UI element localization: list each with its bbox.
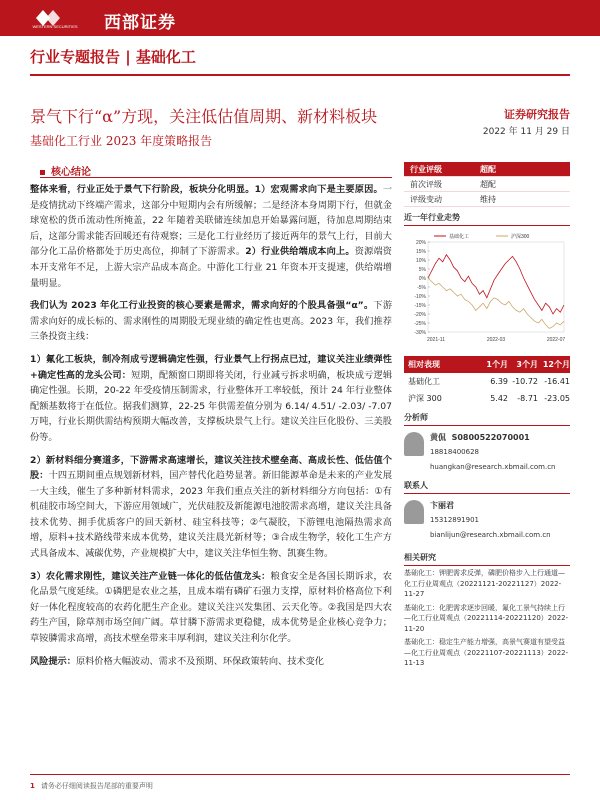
y-tick-label: -25% bbox=[414, 320, 426, 327]
header-bar bbox=[0, 0, 600, 36]
legend-label: 基础化工 bbox=[449, 234, 470, 240]
plot-frame bbox=[428, 242, 564, 332]
main-body bbox=[30, 182, 392, 676]
perf-head-12m: 12个月 bbox=[542, 360, 570, 369]
report-date: 2022 年 11 月 29 日 bbox=[482, 127, 570, 137]
perf-12m: -16.41 bbox=[544, 377, 570, 386]
p3-text: 短期，配额窗口期即将关闭，行业减亏拆求明确，板块成亏逻辑确定性强。长期，20-22 年受疫情压制需求，行业整体开工率较低，预计 24 年行业整体配额基数将于在低位。据我们测算，22-25 年供需差值分别为 6.14/ 4.51/ -2.03/ -7.07 万吨，行业长期供需结构预期大幅改善，支撑板块景气上行。建议关注巨化股份、三美股份等。 bbox=[30, 369, 393, 443]
p2-text: 下游需求向好的成长标的、需求刚性的周期股无现业绩的确定性也更高。2023 年，我们推荐三条投资主线： bbox=[30, 300, 393, 343]
rating-label: 评级变动 bbox=[410, 194, 442, 204]
perf-1m: 6.39 bbox=[490, 377, 508, 386]
y-tick-label: 15% bbox=[415, 248, 426, 255]
brand-name: 西部证券 bbox=[104, 13, 176, 33]
y-tick-label: -15% bbox=[414, 302, 426, 309]
page-number: 1 bbox=[30, 782, 35, 790]
p1-bold: 整体来看，行业正处于景气下行阶段，板块分化明显。1）宏观需求向下是主要原因。 bbox=[30, 184, 383, 195]
performance-table bbox=[404, 356, 570, 407]
y-tick-label: 0% bbox=[418, 275, 426, 282]
performance-head-row bbox=[404, 356, 570, 373]
company-logo bbox=[32, 6, 78, 30]
p1-bold2: 2）行业供给端成本向上。 bbox=[245, 246, 355, 258]
square-icon bbox=[40, 170, 45, 175]
y-tick-label: -5% bbox=[417, 284, 426, 291]
footer-divider bbox=[30, 774, 570, 775]
contact-phone: 15312891901 bbox=[430, 516, 479, 524]
p1b-text: 资源端资本开支常年不足，上游大宗产品成本高企。中游化工行业 21 年资本开支提速，供给端增量明显。 bbox=[30, 246, 392, 289]
paragraph-3 bbox=[30, 352, 392, 446]
series-line bbox=[428, 278, 564, 328]
footer bbox=[30, 781, 153, 791]
p6-text: 原料价格大幅波动、需求不及预期、环保政策转向、技术变化 bbox=[75, 655, 324, 667]
footer-disclaimer: 请务必仔细阅读报告尾部的重要声明 bbox=[40, 782, 153, 790]
paragraph-6 bbox=[30, 654, 392, 670]
y-tick-label: 5% bbox=[418, 266, 426, 273]
p6-bold: 风险提示： bbox=[30, 655, 76, 667]
y-tick-label: 20% bbox=[415, 239, 426, 246]
perf-3m: -8.71 bbox=[517, 394, 538, 403]
rating-value: 维持 bbox=[480, 194, 496, 204]
core-conclusion-heading bbox=[40, 163, 392, 178]
rating-row bbox=[404, 192, 570, 207]
p5-text: 粮食安全是各国长期诉求，农化品景气度延续。①磷肥是农业之基，且成本端有磷矿石强力支撑，原材料价格高位下利好一体化程度较高的农药化肥生产企业。建议关注兴发集团、云天化等。②我国是四大农药生产国，除草剂市场空间广阔。草甘膦下游需求更稳健，成本优势是企业核心竞争力；草铵膦需求高增，高技术壁垒带来丰厚利润，建议关注利尔化学。 bbox=[30, 570, 392, 645]
rating-value: 超配 bbox=[480, 179, 496, 189]
paragraph-1 bbox=[30, 182, 392, 291]
perf-name: 基础化工 bbox=[408, 377, 440, 386]
analyst-name bbox=[430, 432, 530, 443]
chart-caption: 近一年行业走势 bbox=[404, 212, 570, 226]
related-research-list bbox=[404, 568, 570, 672]
perf-head-3m: 3个月 bbox=[516, 360, 538, 369]
logo-text: WESTERN SECURITIES bbox=[32, 24, 78, 29]
perf-name: 沪深 300 bbox=[408, 394, 442, 403]
rating-head-label: 行业评级 bbox=[410, 164, 442, 174]
rating-label: 前次评级 bbox=[410, 179, 442, 189]
report-subtitle: 基础化工行业 2023 年度策略报告 bbox=[30, 134, 213, 148]
rating-table bbox=[404, 162, 570, 207]
performance-row bbox=[404, 373, 570, 390]
related-item[interactable]: 基础化工：稳定生产能力增强，高景气赛道有望受益—化工行业周观点（20221107-20221113）2022-11-13 bbox=[404, 638, 569, 667]
analyst-heading: 分析师 bbox=[404, 412, 570, 426]
y-tick-label: 10% bbox=[415, 257, 426, 264]
series-line bbox=[428, 255, 564, 314]
p3-bold: 1）氟化工板块，制冷剂成亏逻辑确定性强，行业景气上行拐点已过，建议关注业绩弹性+确定性高的龙头公司： bbox=[30, 353, 392, 381]
analyst-phone: 18818400628 bbox=[430, 448, 479, 456]
p4-bold: 2）新材料细分赛道多，下游需求高速增长，建议关注技术壁垒高、高成长性、低估值个股： bbox=[30, 454, 392, 482]
rating-head-row bbox=[404, 162, 570, 177]
p4-text: 十四五期间重点规划新材料，国产替代化趋势显著。新旧能源革命是未来的产业发展一大主线，催生了多种新材料需求，2023 年我们重点关注的新材料细分方向包括：①有机硅胶市场空间大，下游应用领域广，光伏硅胶及新能源电池胶需求高增，建议关注具备技术优势、拥手优质客户的回天新材、硅宝科技等；②气凝胶，下游锂电池隔热需求高增，原料+技术路线带来成本优势，建议关注晨光新材等；③合成生物学，较化工生产方式具备成本、减碳优势，产业规模扩大中，建议关注华恒生物、凯赛生物。 bbox=[30, 470, 393, 560]
perf-1m: 5.42 bbox=[490, 394, 508, 403]
performance-row bbox=[404, 390, 570, 407]
core-conclusion-label: 核心结论 bbox=[51, 167, 91, 178]
analyst-name-text: 黄侃 bbox=[430, 433, 446, 442]
rating-head-value: 超配 bbox=[480, 164, 496, 174]
paragraph-2 bbox=[30, 298, 392, 345]
paragraph-4 bbox=[30, 453, 392, 562]
p1-text: 一是疫情扰动下终端产需求，这部分中短期内会有所缓解；二是经济本身周期下行，但就金球宽松的货币流动性所掩盖，22 年随着美联储连续加息开始暴露问题，待加息周期结束后，这部分需求能否回暖还有待观察；三是化工行业经历了接近两年的景气上行，目前大部分化工品价格都处于历史高位，抑制了下游需求。 bbox=[30, 184, 392, 258]
y-tick-label: -20% bbox=[414, 311, 426, 318]
avatar bbox=[404, 432, 424, 456]
x-tick-label: 2022-03 bbox=[486, 337, 506, 343]
avatar bbox=[404, 500, 424, 524]
x-tick-label: 2021-11 bbox=[427, 337, 445, 343]
analyst-email[interactable]: huangkan@research.xbmail.com.cn bbox=[430, 463, 556, 471]
contact-name: 卞丽君 bbox=[430, 501, 454, 510]
perf-3m: -10.72 bbox=[512, 377, 538, 386]
report-tag: 证券研究报告 bbox=[504, 108, 570, 121]
perf-12m: -23.05 bbox=[544, 394, 570, 403]
related-item[interactable]: 基础化工：化肥需求逐步回暖，氟化工景气持续上行—化工行业周观点（20221114-20221120）2022-11-20 bbox=[404, 603, 569, 633]
perf-head-1m: 1个月 bbox=[486, 360, 508, 369]
related-heading: 相关研究 bbox=[404, 552, 570, 566]
report-title: 景气下行“α”方现，关注低估值周期、新材料板块 bbox=[30, 107, 378, 126]
p2-bold: 我们认为 2023 年化工行业投资的核心要素是需求，需求向好的个股具备强“α”。 bbox=[30, 300, 374, 312]
p5-bold: 3）农化需求刚性，建议关注产业链一体化的低估值龙头： bbox=[30, 570, 271, 582]
header-divider bbox=[30, 74, 570, 76]
related-item[interactable]: 基础化工：钾肥需求反弹，磷肥价格步入上行通道—化工行业周观点（20221121-20221127）2022-11-27 bbox=[404, 569, 565, 598]
contact-heading: 联系人 bbox=[404, 480, 570, 494]
trend-chart bbox=[404, 228, 570, 350]
y-tick-label: -10% bbox=[414, 293, 426, 300]
x-tick-label: 2022-07 bbox=[546, 337, 566, 343]
contact-card bbox=[404, 496, 570, 556]
y-tick-label: -30% bbox=[414, 329, 426, 336]
contact-email[interactable]: bianlijun@research.xbmail.com.cn bbox=[430, 531, 551, 539]
paragraph-5 bbox=[30, 569, 392, 647]
analyst-cert: S0800522070001 bbox=[451, 433, 530, 442]
report-type: 行业专题报告 | 基础化工 bbox=[30, 48, 196, 66]
rating-row bbox=[404, 177, 570, 192]
perf-head-label: 相对表现 bbox=[408, 360, 440, 369]
legend-label: 沪深300 bbox=[511, 234, 530, 240]
